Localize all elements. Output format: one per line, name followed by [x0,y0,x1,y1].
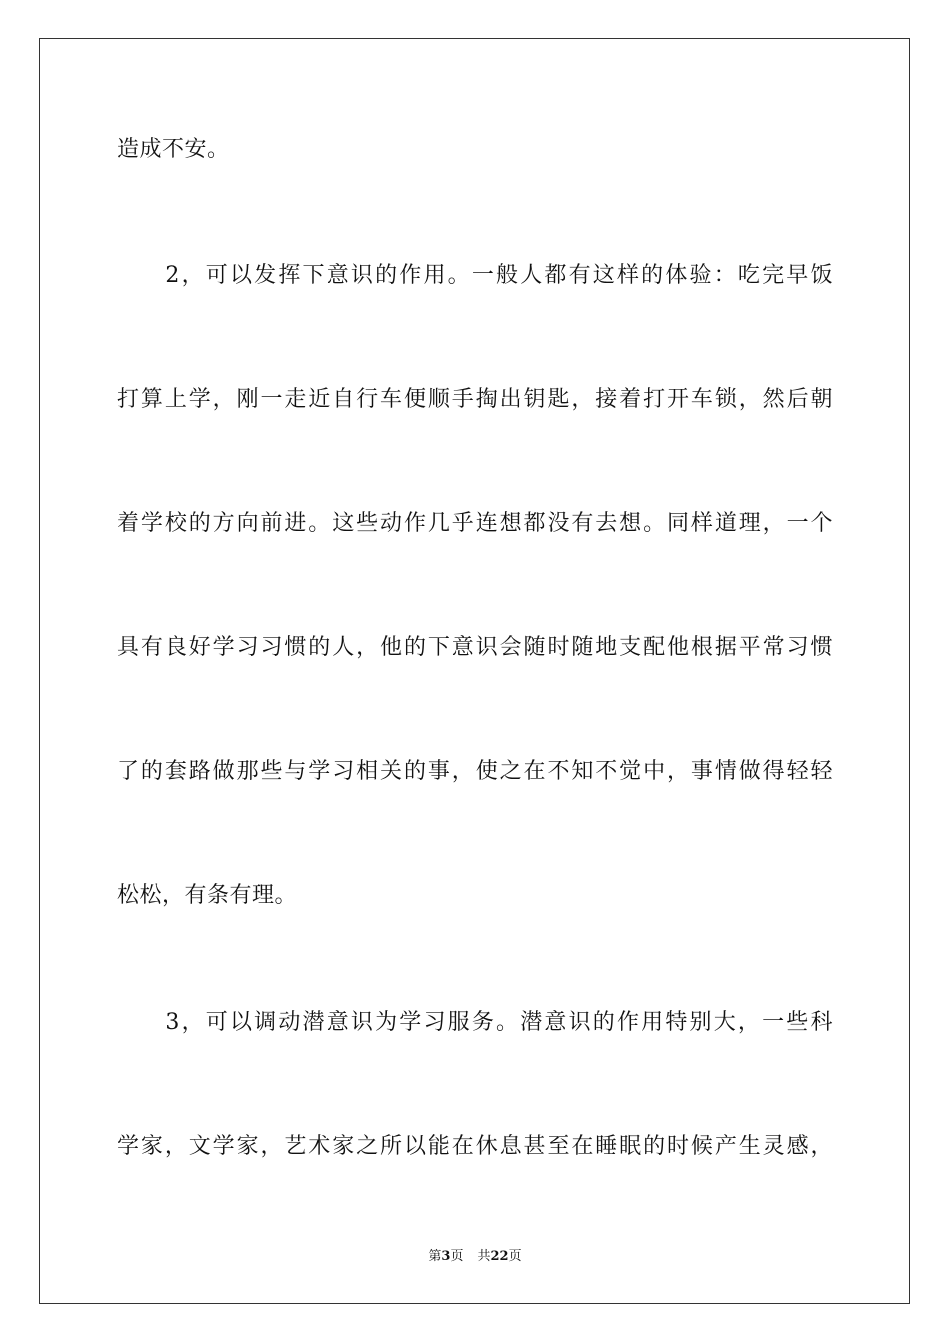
text-line: 造成不安。 [117,137,230,162]
text-line: 了的套路做那些与学习相关的事，使之在不知不觉中，事情做得轻轻 [117,759,833,784]
total-pages: 22 [490,1249,509,1264]
page-suffix: 页 [450,1249,464,1264]
page-border [39,38,910,1304]
page-number: 3 [441,1249,451,1264]
total-suffix: 页 [508,1249,522,1264]
text-line: 2，可以发挥下意识的作用。一般人都有这样的体验：吃完早饭 [117,263,833,288]
page-prefix: 第 [428,1249,442,1264]
text-line: 松松，有条有理。 [117,883,298,908]
total-prefix: 共 [477,1249,491,1264]
text-line: 具有良好学习习惯的人，他的下意识会随时随地支配他根据平常习惯 [117,635,833,660]
text-line: 3，可以调动潜意识为学习服务。潜意识的作用特别大，一些科 [117,1010,833,1035]
text-line: 学家，文学家，艺术家之所以能在休息甚至在睡眠的时候产生灵感， [117,1134,833,1159]
page-footer [0,1248,950,1266]
text-line: 着学校的方向前进。这些动作几乎连想都没有去想。同样道理，一个 [117,511,833,536]
text-line: 打算上学，刚一走近自行车便顺手掏出钥匙，接着打开车锁，然后朝 [117,387,833,412]
